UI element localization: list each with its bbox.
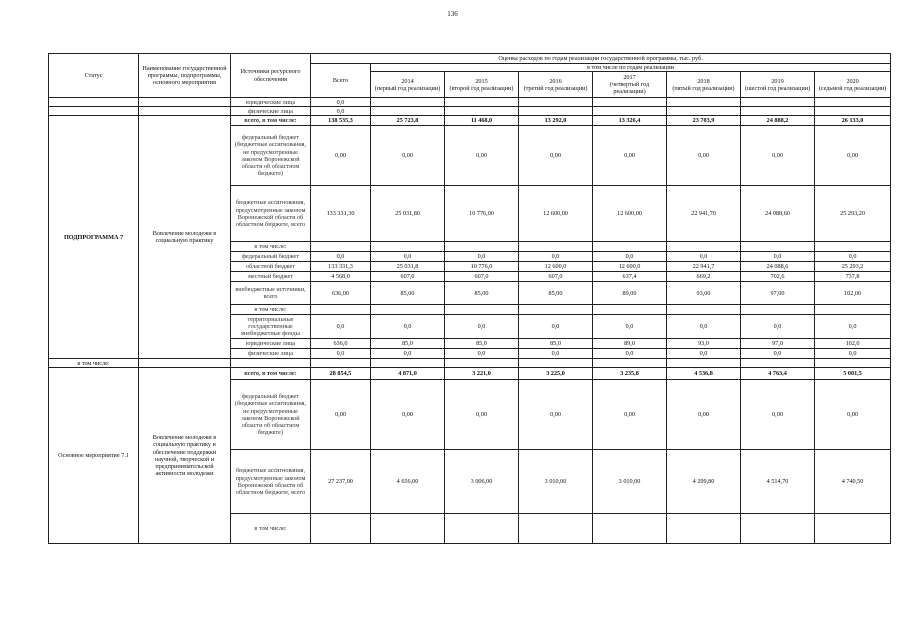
value-year: 89,00 [593,282,667,305]
value-year: 23 703,9 [667,116,741,126]
value-year: 85,0 [445,339,519,349]
value-total: 138 535,3 [311,116,371,126]
value-year [519,305,593,315]
header-year-value: 2018 [697,77,710,85]
value-total [311,305,371,315]
value-year [667,242,741,252]
value-year: 3 010,00 [519,450,593,514]
value-year: 0,0 [741,252,815,262]
value-year: 0,0 [445,349,519,359]
source-label: физические лица [231,349,311,359]
value-cell [519,359,593,368]
value-total [311,514,371,544]
source-label: федеральный бюджет [231,252,311,262]
value-year [593,305,667,315]
value-year: 0,0 [741,315,815,339]
value-year: 3 006,00 [445,450,519,514]
header-year-value: 2014 [401,77,414,85]
value-total: 0,0 [311,107,371,116]
status-cell [49,98,139,107]
value-year: 0,0 [371,315,445,339]
source-label: физические лица [231,107,311,116]
value-total: 0,0 [311,98,371,107]
value-year [667,514,741,544]
value-year: 0,00 [667,380,741,450]
value-cell [371,359,445,368]
header-sources: Источники ресурсного обеспечения [231,54,311,98]
header-year [519,72,593,98]
header-year-note: (второй год реализации) [449,84,514,92]
value-year: 0,0 [667,252,741,262]
value-year: 85,00 [445,282,519,305]
value-year [371,305,445,315]
value-year: 0,00 [815,380,891,450]
value-year [667,107,741,116]
header-year-note: (пятый год реализации) [672,84,735,92]
value-year: 702,6 [741,272,815,282]
value-year: 0,0 [519,315,593,339]
header-year [445,72,519,98]
value-year: 607,0 [371,272,445,282]
value-year [519,107,593,116]
value-year [593,514,667,544]
header-year-note: (седьмой год реализации) [818,84,887,92]
value-year: 85,0 [371,339,445,349]
value-year: 0,00 [741,380,815,450]
status-cell: Основное мероприятие 7.1 [49,368,139,544]
value-year: 0,0 [593,349,667,359]
source-label: областной бюджет [231,262,311,272]
value-year [593,98,667,107]
value-year: 0,0 [371,349,445,359]
value-year: 102,0 [815,339,891,349]
header-status: Статус [49,54,139,98]
value-year [371,242,445,252]
value-year [741,98,815,107]
value-year: 0,00 [371,380,445,450]
header-total: Всего [311,64,371,98]
value-year: 4 514,70 [741,450,815,514]
value-year: 669,2 [667,272,741,282]
page-number: 136 [447,10,458,18]
header-year-value: 2019 [771,77,784,85]
source-label: бюджетные ассигнования, предусмотренные законом Воронежской области об областном бюджете, всего [231,186,311,242]
value-year: 0,0 [667,315,741,339]
value-year: 12 600,0 [593,262,667,272]
source-label: всего, в том числе: [231,116,311,126]
value-year [445,98,519,107]
value-year: 85,0 [519,339,593,349]
header-year-note: (четвертый год реализации) [609,81,650,96]
header-estimate: Оценка расходов по годам реализации государственной программы, тыс. руб. [311,54,891,64]
source-label: в том числе: [231,242,311,252]
header-year-value: 2016 [549,77,562,85]
value-year: 3 010,00 [593,450,667,514]
header-year-note: (третий год реализации) [523,84,588,92]
value-year: 25 293,20 [815,186,891,242]
status-cell [49,107,139,116]
value-total: 0,00 [311,126,371,186]
source-label: территориальные государственные внебюджетные фонды [231,315,311,339]
value-year [519,514,593,544]
value-year: 11 468,0 [445,116,519,126]
value-year: 102,00 [815,282,891,305]
source-label: внебюджетные источники, всего [231,282,311,305]
value-cell [815,359,891,368]
value-year [815,98,891,107]
value-year [815,242,891,252]
value-total: 0,0 [311,349,371,359]
value-year: 0,0 [667,349,741,359]
value-year: 0,00 [667,126,741,186]
value-year: 0,00 [593,380,667,450]
value-year: 12 600,00 [593,186,667,242]
value-year: 4 656,00 [371,450,445,514]
value-total: 133 331,3 [311,262,371,272]
value-total: 0,00 [311,380,371,450]
value-total: 636,0 [311,339,371,349]
value-year: 24 088,60 [741,186,815,242]
value-year [593,242,667,252]
value-year: 24 888,2 [741,116,815,126]
value-year: 13 326,4 [593,116,667,126]
header-name: Наименование государственной программы, подпрограммы, основного мероприятия [139,54,231,98]
value-year: 25 031,80 [371,186,445,242]
value-year: 25 723,8 [371,116,445,126]
value-year [741,305,815,315]
value-year [445,514,519,544]
header-year-note: (шестой год реализации) [744,84,811,92]
value-year: 607,0 [519,272,593,282]
value-year: 22 941,70 [667,186,741,242]
value-total: 4 568,0 [311,272,371,282]
value-year [445,305,519,315]
header-year-note: (первый год реализации) [374,84,441,92]
value-year: 737,8 [815,272,891,282]
value-year: 4 871,0 [371,368,445,380]
value-year [519,98,593,107]
value-year [593,107,667,116]
value-total: 0,0 [311,252,371,262]
value-year [667,98,741,107]
source-label: всего, в том числе: [231,368,311,380]
value-year: 3 221,0 [445,368,519,380]
value-year: 3 225,0 [519,368,593,380]
header-incl-years: в том числе по годам реализации [371,64,891,72]
value-year: 0,0 [445,252,519,262]
value-year: 0,0 [519,252,593,262]
value-year: 4 740,50 [815,450,891,514]
value-year [815,107,891,116]
source-label: в том числе: [231,305,311,315]
value-year [519,242,593,252]
value-year: 637,4 [593,272,667,282]
value-year: 0,00 [741,126,815,186]
value-year: 0,0 [815,315,891,339]
program-name: Вовлечение молодежи в социальную практику и обеспечение поддержки научной, творческой и предпринимательской активности молодежи [139,368,231,544]
value-year: 85,00 [519,282,593,305]
value-year: 0,0 [741,349,815,359]
value-year: 5 001,5 [815,368,891,380]
value-year: 0,00 [445,126,519,186]
value-year [815,305,891,315]
source-label [231,359,311,368]
value-year: 0,0 [815,349,891,359]
value-year: 607,0 [445,272,519,282]
header-year [815,72,891,98]
header-year-value: 2015 [475,77,488,85]
value-year [667,305,741,315]
status-cell: ПОДПРОГРАММА 7 [49,116,139,359]
source-label: юридические лица [231,98,311,107]
value-year: 13 292,0 [519,116,593,126]
value-year: 0,0 [445,315,519,339]
value-year: 4 536,8 [667,368,741,380]
value-year [741,514,815,544]
value-total: 27 237,00 [311,450,371,514]
value-year: 4 299,80 [667,450,741,514]
value-cell [667,359,741,368]
source-label: федеральный бюджет (бюджетные ассигнования, не предусмотренные законом Воронежской области об областном бюджете) [231,380,311,450]
value-year: 0,00 [445,380,519,450]
value-year: 26 133,0 [815,116,891,126]
value-year: 25 031,8 [371,262,445,272]
value-year: 97,0 [741,339,815,349]
value-year: 93,00 [667,282,741,305]
value-cell [593,359,667,368]
source-label: юридические лица [231,339,311,349]
incl-label: в том числе: [49,359,139,368]
value-year: 24 088,6 [741,262,815,272]
value-year: 12 600,00 [519,186,593,242]
value-total: 133 331,30 [311,186,371,242]
value-year [741,107,815,116]
value-total: 0,0 [311,315,371,339]
value-cell [311,359,371,368]
value-year: 0,0 [519,349,593,359]
value-year: 0,00 [593,126,667,186]
value-year [371,107,445,116]
value-year: 0,00 [519,126,593,186]
value-year: 10 776,0 [445,262,519,272]
value-year: 0,0 [815,252,891,262]
value-year: 97,00 [741,282,815,305]
value-year: 93,0 [667,339,741,349]
value-year [815,514,891,544]
header-year [371,72,445,98]
value-year: 4 763,4 [741,368,815,380]
header-year [593,72,667,98]
value-year: 89,0 [593,339,667,349]
value-year [445,107,519,116]
budget-table [48,53,891,544]
name-cell [139,98,231,107]
program-name: Вовлечение молодежи в социальную практику [139,116,231,359]
value-year: 10 776,00 [445,186,519,242]
name-cell [139,107,231,116]
value-year [371,98,445,107]
source-label: местный бюджет [231,272,311,282]
value-year: 12 600,0 [519,262,593,272]
value-year [371,514,445,544]
header-year-value: 2017 [623,73,636,81]
value-year: 0,0 [593,252,667,262]
value-year: 0,0 [371,252,445,262]
value-year: 85,00 [371,282,445,305]
value-year: 0,00 [815,126,891,186]
value-year [741,242,815,252]
source-label: бюджетные ассигнования, предусмотренные законом Воронежской области об областном бюджете, всего [231,450,311,514]
value-year: 0,0 [593,315,667,339]
value-total [311,242,371,252]
name-cell [139,359,231,368]
value-cell [741,359,815,368]
value-year: 0,00 [371,126,445,186]
header-year [741,72,815,98]
value-year: 0,00 [519,380,593,450]
header-year [667,72,741,98]
value-cell [445,359,519,368]
source-label: в том числе: [231,514,311,544]
value-year: 3 235,8 [593,368,667,380]
value-year [445,242,519,252]
value-year: 25 293,2 [815,262,891,272]
value-year: 22 941,7 [667,262,741,272]
header-year-value: 2020 [846,77,859,85]
value-total: 636,00 [311,282,371,305]
value-total: 28 854,5 [311,368,371,380]
source-label: федеральный бюджет (бюджетные ассигнования, не предусмотренные законом Воронежской области об областном бюджете) [231,126,311,186]
